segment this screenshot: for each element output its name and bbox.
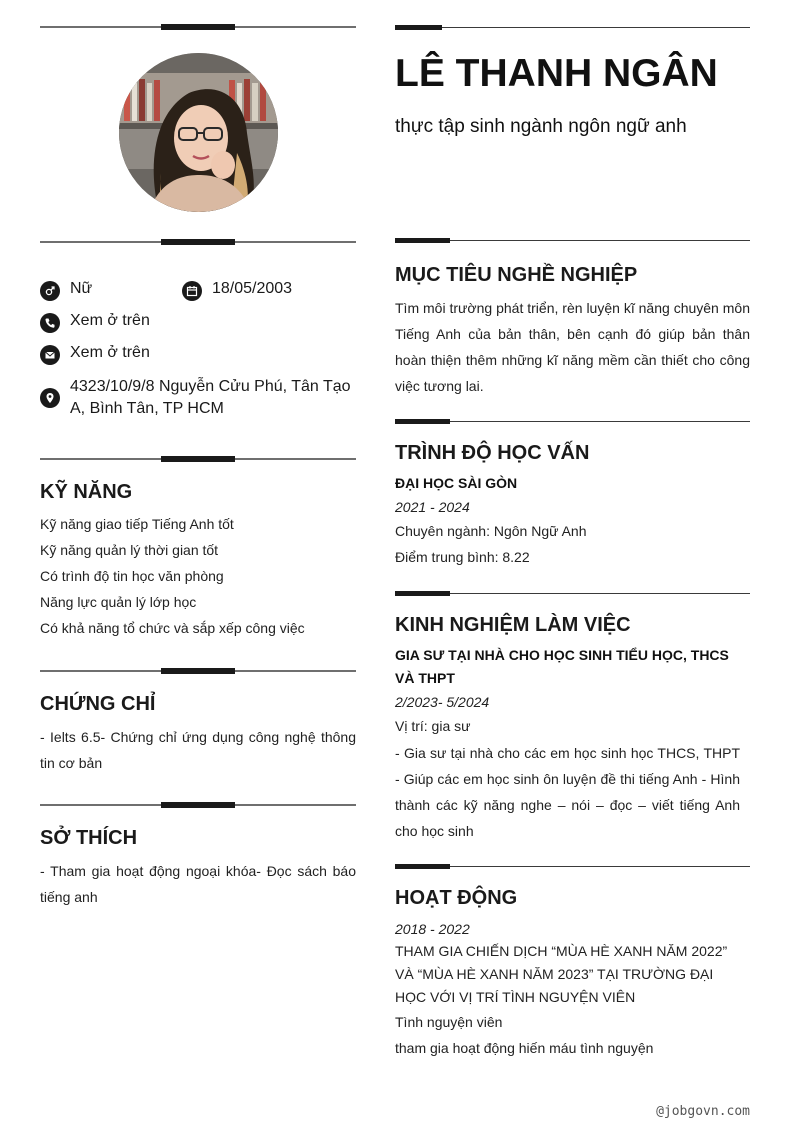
phone-value: Xem ở trên xyxy=(70,312,150,329)
portrait-image xyxy=(119,53,278,212)
address-line-1: 4323/10/9/8 Nguyễn Cửu Phú, Tân Tạo xyxy=(70,378,351,395)
candidate-name: LÊ THANH NGÂN xyxy=(395,52,718,95)
objective-text: Tìm môi trường phát triển, rèn luyện kĩ năng chuyên môn Tiếng Anh của bản thân, bên cạnh đó giúp bản thân hoàn thiện thêm những kĩ năng mềm cần thiết cho công việc tương lai. xyxy=(395,300,750,394)
certificates-title: CHỨNG CHỈ xyxy=(40,693,156,715)
education-period: 2021 - 2024 xyxy=(395,499,470,515)
calendar-icon xyxy=(182,281,202,301)
experience-description: - Gia sư tại nhà cho các em học sinh học THCS, THPT - Giúp các em học sinh ôn luyện đề thi tiếng Anh - Hình thành các kỹ năng nghe – nói – đọc – viết tiếng Anh cho học sinh xyxy=(395,745,740,839)
skill-item: Năng lực quản lý lớp học xyxy=(40,594,197,610)
activities-title: HOẠT ĐỘNG xyxy=(395,887,518,909)
experience-position: Vị trí: gia sư xyxy=(395,718,471,734)
mail-icon xyxy=(40,345,60,365)
address-row xyxy=(40,376,351,420)
education-title: TRÌNH ĐỘ HỌC VẤN xyxy=(395,442,590,464)
left-divider-top xyxy=(40,26,356,28)
left-divider-4 xyxy=(40,670,356,672)
right-divider-experience xyxy=(395,593,750,594)
left-divider-5 xyxy=(40,804,356,806)
watermark: @jobgovn.com xyxy=(656,1104,750,1119)
right-divider-activities xyxy=(395,866,750,867)
dob-row xyxy=(182,280,292,301)
dob-value: 18/05/2003 xyxy=(212,280,293,297)
experience-title: KINH NGHIỆM LÀM VIỆC xyxy=(395,614,631,636)
skill-item: Có khả năng tổ chức và sắp xếp công việc xyxy=(40,620,305,636)
right-divider-objective xyxy=(395,240,750,241)
right-divider-education xyxy=(395,421,750,422)
phone-icon xyxy=(40,313,60,333)
skill-item: Kỹ năng giao tiếp Tiếng Anh tốt xyxy=(40,516,234,532)
education-gpa: Điểm trung bình: 8.22 xyxy=(395,549,530,565)
candidate-title: thực tập sinh ngành ngôn ngữ anh xyxy=(395,116,687,137)
right-divider-top xyxy=(395,27,750,28)
education-major: Chuyên ngành: Ngôn Ngữ Anh xyxy=(395,523,587,539)
email-value: Xem ở trên xyxy=(70,344,150,361)
gender-row xyxy=(40,280,92,301)
activities-event: THAM GIA CHIẾN DỊCH “MÙA HÈ XANH NĂM 2022” VÀ “MÙA HÈ XANH NĂM 2023” TẠI TRƯỜNG ĐẠI HỌC VỚI VỊ TRÍ TÌNH NGUYỆN VIÊN xyxy=(395,943,728,1005)
education-school: ĐẠI HỌC SÀI GÒN xyxy=(395,475,518,491)
objective-title: MỤC TIÊU NGHỀ NGHIỆP xyxy=(395,264,638,286)
hobbies-title: SỞ THÍCH xyxy=(40,827,138,849)
hobbies-text: - Tham gia hoạt động ngoại khóa- Đọc sách báo tiếng anh xyxy=(40,863,356,905)
left-divider-2 xyxy=(40,241,356,243)
activities-extra: tham gia hoạt động hiến máu tình nguyện xyxy=(395,1040,654,1056)
skill-item: Có trình độ tin học văn phòng xyxy=(40,568,224,584)
certificates-text: - Ielts 6.5- Chứng chỉ ứng dụng công nghệ thông tin cơ bản xyxy=(40,729,356,771)
skills-title: KỸ NĂNG xyxy=(40,481,133,503)
activities-role: Tình nguyện viên xyxy=(395,1014,503,1030)
location-icon xyxy=(40,388,60,408)
experience-period: 2/2023- 5/2024 xyxy=(395,694,490,710)
gender-value: Nữ xyxy=(70,280,93,297)
address-line-2: A, Bình Tân, TP HCM xyxy=(70,400,224,417)
left-divider-3 xyxy=(40,458,356,460)
gender-icon xyxy=(40,281,60,301)
address-value xyxy=(70,376,351,420)
profile-photo xyxy=(119,53,278,212)
phone-row xyxy=(40,312,150,333)
skill-item: Kỹ năng quản lý thời gian tốt xyxy=(40,542,219,558)
activities-period: 2018 - 2022 xyxy=(395,921,470,937)
experience-job: GIA SƯ TẠI NHÀ CHO HỌC SINH TIỂU HỌC, THCS VÀ THPT xyxy=(395,647,729,686)
email-row xyxy=(40,344,150,365)
